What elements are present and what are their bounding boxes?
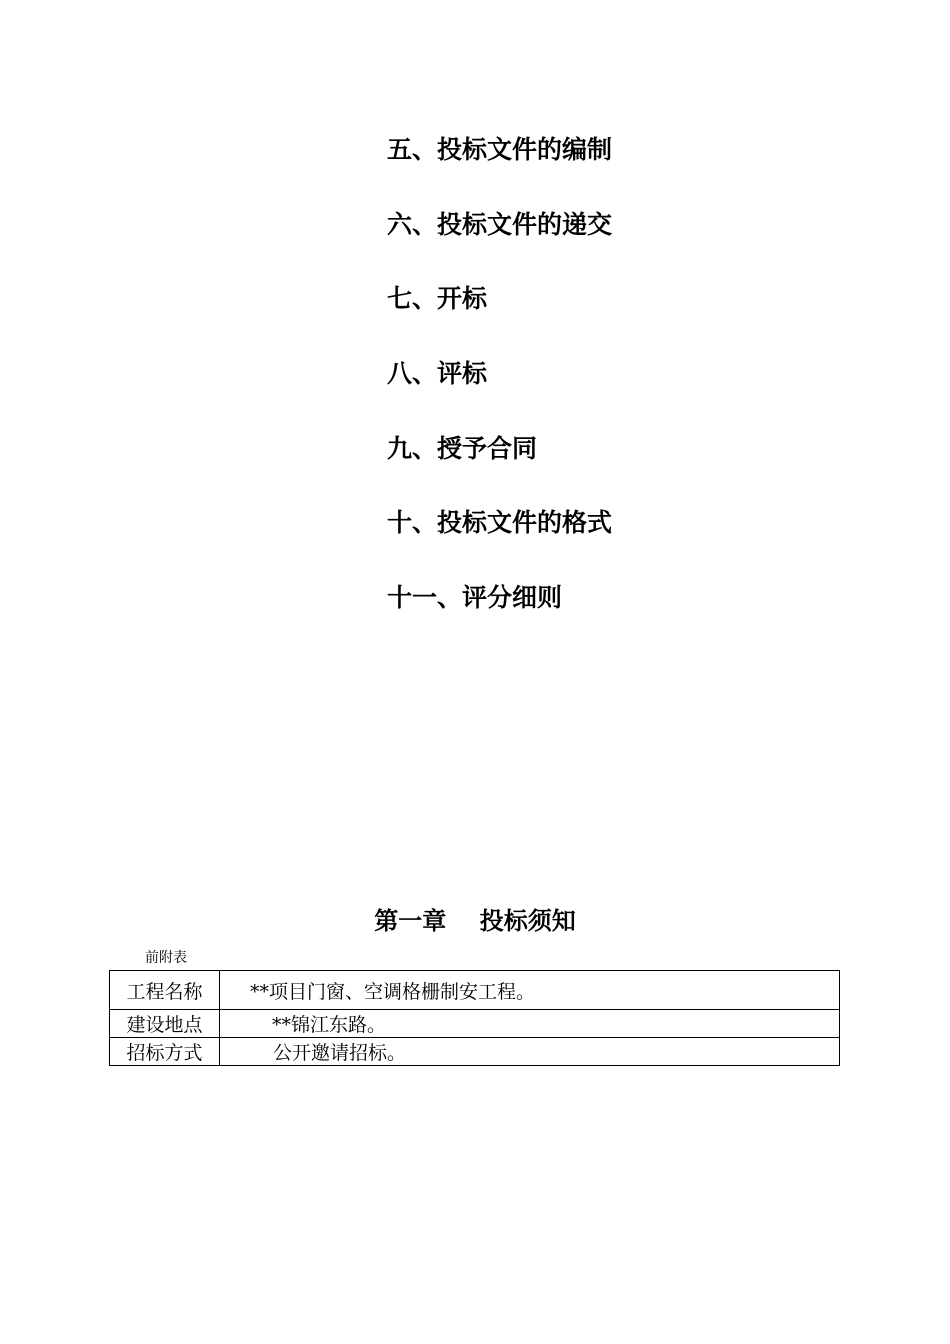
label-tender-method: 招标方式: [110, 1038, 220, 1066]
toc-item-11: 十一、评分细则: [387, 583, 563, 613]
label-project-name: 工程名称: [110, 971, 220, 1010]
table-row: [110, 971, 840, 1010]
table-row: [110, 1038, 840, 1066]
toc-item-10: 十、投标文件的格式: [387, 508, 613, 538]
toc-item-6: 六、投标文件的递交: [387, 209, 613, 239]
toc-item-7: 七、开标: [387, 284, 488, 314]
label-construction-site: 建设地点: [110, 1010, 220, 1038]
appendix-table: [109, 970, 840, 1066]
chapter-title: 第一章 投标须知: [374, 907, 576, 935]
toc-item-5: 五、投标文件的编制: [387, 135, 613, 164]
table-of-contents: [387, 128, 612, 651]
value-project-name: **项目门窗、空调格栅制安工程。: [220, 971, 840, 1010]
table-row: [110, 1010, 840, 1038]
toc-item-8: 八、评标: [387, 359, 488, 389]
value-tender-method: 公开邀请招标。: [220, 1038, 840, 1066]
toc-item-9: 九、授予合同: [387, 433, 538, 463]
table-caption: 前附表: [145, 950, 187, 966]
value-construction-site: **锦江东路。: [220, 1010, 840, 1038]
